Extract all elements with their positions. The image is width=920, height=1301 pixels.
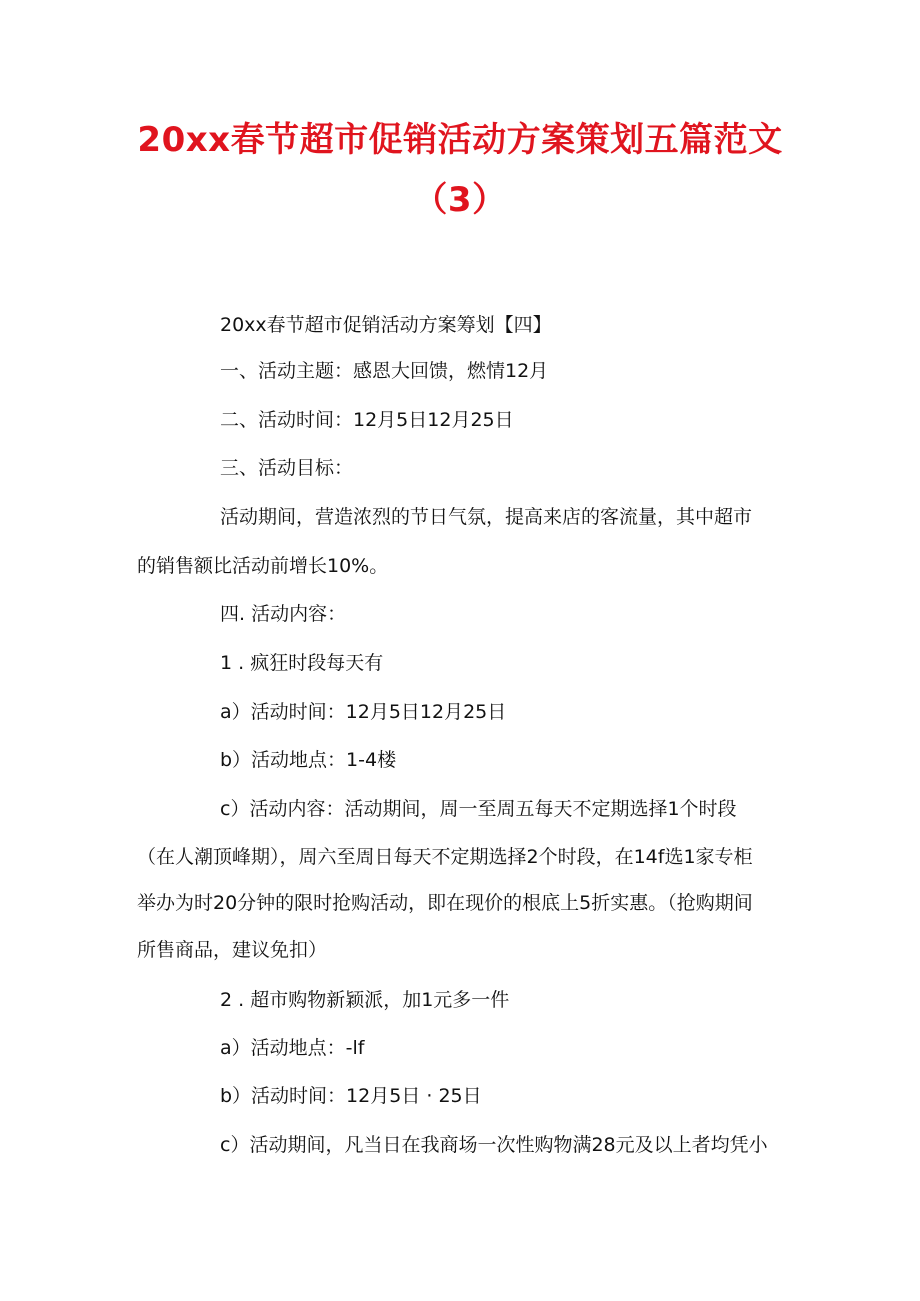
item-2a-location: a）活动地点：-lf: [220, 1037, 365, 1059]
section-heading: 20xx春节超市促销活动方案筹划【四】: [220, 314, 552, 336]
activity-goal-text-line2: 的销售额比活动前增长10%。: [137, 555, 389, 577]
item-1a-time: a）活动时间：12月5日12月25日: [220, 701, 507, 723]
activity-time: 二、活动时间：12月5日12月25日: [220, 409, 514, 431]
item-2c-content-line1: c）活动期间，凡当日在我商场一次性购物满28元及以上者均凭小: [220, 1134, 768, 1156]
activity-goal-heading: 三、活动目标：: [220, 457, 354, 479]
activity-goal-text-line1: 活动期间，营造浓烈的节日气氛，提高来店的客流量，其中超市: [220, 506, 753, 528]
item-1b-location: b）活动地点：1-4楼: [220, 749, 397, 771]
item-1c-content-line4: 所售商品，建议免扣）: [137, 939, 328, 961]
item-2b-time: b）活动时间：12月5日 · 25日: [220, 1085, 482, 1107]
item-1c-content-line2: （在人潮顶峰期），周六至周日每天不定期选择2个时段，在14f选1家专柜: [137, 846, 753, 868]
document-title-part-number: （3）: [413, 180, 507, 220]
item-1c-content-line1: c）活动内容：活动期间，周一至周五每天不定期选择1个时段: [220, 798, 737, 820]
item-1-heading: 1 . 疯狂时段每天有: [220, 652, 384, 674]
item-1c-content-line3: 举办为时20分钟的限时抢购活动，即在现价的根底上5折实惠。（抢购期间: [137, 892, 753, 914]
document-title: 20xx春节超市促销活动方案策划五篇范文: [137, 120, 783, 160]
item-2-heading: 2 . 超市购物新颖派，加1元多一件: [220, 989, 510, 1011]
activity-theme: 一、活动主题：感恩大回馈，燃情12月: [220, 360, 549, 382]
activity-content-heading: 四. 活动内容：: [220, 603, 347, 625]
